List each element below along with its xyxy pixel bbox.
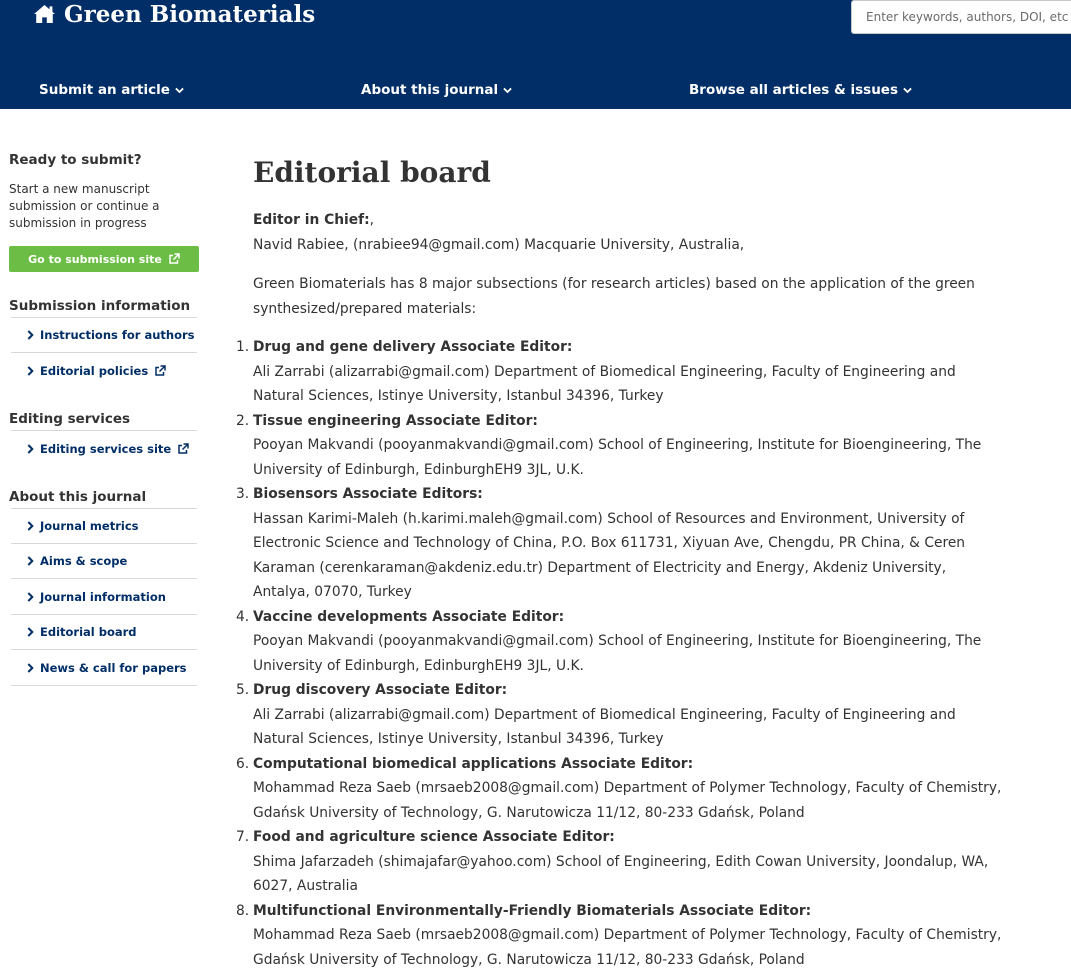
aims-scope-link[interactable] (11, 544, 197, 579)
external-link-icon (177, 443, 189, 455)
chevron-down-icon (175, 87, 184, 94)
journal-information-link[interactable] (11, 580, 197, 615)
section-title: Vaccine developments Associate Editor: (253, 608, 565, 625)
external-link-icon (168, 253, 180, 265)
nav-about-journal[interactable] (361, 80, 512, 100)
link-label: Editorial policies (40, 363, 149, 378)
section-details: Ali Zarrabi (alizarrabi@gmail.com) Department of Biomedical Engineering, Faculty of Engineering and Natural Sciences, Istinye University, Istanbul 34396, Turkey (253, 706, 956, 747)
list-item (236, 335, 1003, 409)
chevron-right-icon (27, 663, 34, 673)
section-details: Mohammad Reza Saeb (mrsaeb2008@gmail.com) Department of Polymer Technology, Faculty of Chemistry, Gdańsk University of Technology, G. Narutowicza 11/12, 80-233 Gdańsk, Poland (253, 780, 1002, 821)
link-label: News & call for papers (40, 661, 187, 675)
chevron-right-icon (27, 592, 34, 602)
list-item (236, 678, 1003, 752)
news-call-for-papers-link[interactable] (11, 651, 197, 686)
nav-label: About this journal (361, 82, 499, 98)
ready-to-submit-heading: Ready to submit? (9, 152, 142, 168)
link-label: Instructions for authors (40, 328, 195, 342)
editorial-board-link[interactable] (11, 615, 197, 650)
item-number: 2. (236, 412, 250, 429)
chevron-down-icon (503, 87, 512, 94)
section-details: Hassan Karimi-Maleh (h.karimi.maleh@gmail.com) School of Resources and Environment, University of Electronic Science and Technology of China, P.O. Box 611731, Xiyuan Ave, Chengdu, PR China, & Ceren Karaman (cerenkaraman@akdeniz.edu.tr) Department of Electricity and Energy, Akdeniz University, Antalya, 07070, Turkey (253, 510, 966, 600)
section-details: Mohammad Reza Saeb (mrsaeb2008@gmail.com) Department of Polymer Technology, Faculty of Chemistry, Gdańsk University of Technology, G. Narutowicza 11/12, 80-233 Gdańsk, Poland (253, 927, 1002, 968)
list-item (236, 899, 1003, 973)
chevron-right-icon (27, 627, 34, 637)
link-label: Editorial board (40, 625, 137, 639)
journal-title: Green Biomaterials (64, 0, 316, 28)
item-number: 6. (236, 755, 250, 772)
list-item (236, 752, 1003, 826)
external-link-icon (154, 365, 166, 377)
section-details: Ali Zarrabi (alizarrabi@gmail.com) Department of Biomedical Engineering, Faculty of Engineering and Natural Sciences, Istinye University, Istanbul 34396, Turkey (253, 363, 956, 404)
ready-to-submit-text: Start a new manuscript submission or continue a submission in progress (9, 182, 160, 230)
section-title: Food and agriculture science Associate Editor: (253, 829, 615, 845)
section-details: Pooyan Makvandi (pooyanmakvandi@gmail.com) School of Engineering, Institute for Bioengineering, The University of Edinburgh, EdinburghEH9 3JL, U.K. (253, 633, 982, 674)
submission-info-heading: Submission information (9, 298, 191, 314)
editor-in-chief-suffix: , (369, 212, 375, 228)
submission-button-label: Go to submission site (28, 252, 162, 266)
editing-services-site-link[interactable] (11, 431, 197, 466)
link-label: Aims & scope (40, 554, 128, 568)
chevron-right-icon (27, 556, 34, 566)
link-label: Editing services site (40, 441, 172, 456)
chevron-down-icon (903, 87, 912, 94)
search-input[interactable] (851, 0, 1071, 34)
chevron-right-icon (27, 521, 34, 531)
link-label: Journal information (40, 590, 166, 604)
editor-in-chief (253, 208, 1013, 257)
section-title: Multifunctional Environmentally-Friendly Biomaterials Associate Editor: (253, 902, 812, 919)
intro-paragraph: Green Biomaterials has 8 major subsections (for research articles) based on the application of the green synthesized/prepared materials: (253, 276, 975, 317)
list-item (236, 409, 1003, 483)
journal-metrics-link[interactable] (11, 509, 197, 544)
editor-in-chief-details: Navid Rabiee, (nrabiee94@gmail.com) Macquarie University, Australia, (253, 236, 745, 253)
section-title: Tissue engineering Associate Editor: (253, 412, 538, 429)
subsection-list (236, 335, 1003, 972)
item-number: 3. (236, 486, 250, 502)
section-title: Computational biomedical applications Associate Editor: (253, 755, 694, 772)
section-title: Drug discovery Associate Editor: (253, 682, 508, 698)
link-label: Journal metrics (40, 519, 139, 533)
page-title: Editorial board (253, 156, 491, 189)
list-item (236, 482, 1003, 605)
nav-browse-articles[interactable] (689, 80, 912, 100)
editing-services-heading: Editing services (9, 411, 131, 427)
nav-submit-article[interactable] (39, 80, 184, 100)
list-item (236, 605, 1003, 679)
chevron-right-icon (27, 444, 34, 454)
nav-label: Browse all articles & issues (689, 82, 898, 98)
about-journal-heading: About this journal (9, 489, 147, 505)
item-number: 5. (236, 682, 250, 698)
chevron-right-icon (27, 366, 34, 376)
item-number: 1. (236, 339, 250, 355)
editor-in-chief-label: Editor in Chief: (253, 212, 370, 228)
journal-home-link[interactable] (33, 0, 315, 32)
site-header (0, 0, 1071, 109)
item-number: 7. (236, 829, 250, 845)
nav-label: Submit an article (39, 82, 170, 98)
home-icon (33, 4, 56, 24)
section-title: Biosensors Associate Editors: (253, 486, 483, 502)
section-details: Shima Jafarzadeh (shimajafar@yahoo.com) School of Engineering, Edith Cowan University, Joondalup, WA, 6027, Australia (253, 853, 989, 894)
section-details: Pooyan Makvandi (pooyanmakvandi@gmail.com) School of Engineering, Institute for Bioengineering, The University of Edinburgh, EdinburghEH9 3JL, U.K. (253, 437, 982, 478)
go-to-submission-button[interactable] (9, 246, 199, 272)
item-number: 8. (236, 902, 250, 919)
instructions-for-authors-link[interactable] (11, 318, 197, 353)
editorial-policies-link[interactable] (11, 353, 197, 388)
chevron-right-icon (27, 330, 34, 340)
section-title: Drug and gene delivery Associate Editor: (253, 339, 573, 355)
list-item (236, 825, 1003, 899)
item-number: 4. (236, 608, 250, 625)
